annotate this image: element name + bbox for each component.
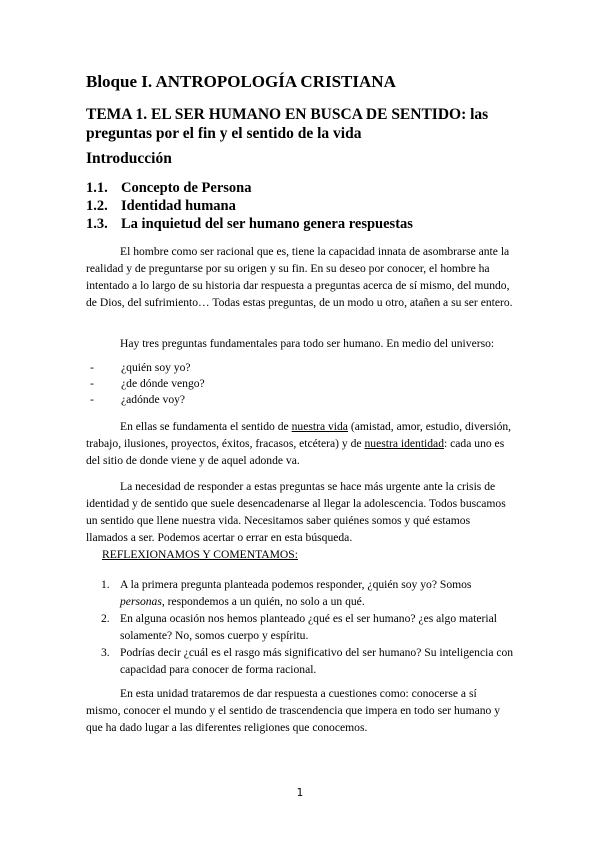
item-number: 3. — [101, 646, 110, 659]
reflect-heading: REFLEXIONAMOS Y COMENTAMOS: — [102, 548, 298, 561]
section-number: 1.1. — [86, 180, 108, 196]
section-title: La inquietud del ser humano genera respuestas — [121, 216, 413, 232]
paragraph-1 — [86, 243, 514, 311]
item-emphasis: personas — [120, 595, 162, 608]
underlined-term: nuestra vida — [291, 420, 348, 433]
question-text: ¿de dónde vengo? — [121, 377, 205, 390]
item-text: Podrías decir ¿cuál es el rasgo más significativo del ser humano? Su inteligencia con capacidad para conocer de forma racional. — [120, 646, 514, 676]
page-number: 1 — [296, 787, 304, 799]
paragraph-text: En ellas se fundamenta el sentido de — [120, 420, 292, 433]
dash-bullet: - — [90, 393, 94, 406]
paragraph-5 — [86, 685, 514, 736]
dash-bullet: - — [90, 361, 94, 374]
tema-title: TEMA 1. EL SER HUMANO EN BUSCA DE SENTIDO: las preguntas por el fin y el sentido de la vida — [86, 106, 489, 142]
paragraph-text: (amistad, amor, estudio, diversión, trabajo, ilusiones, proyectos, éxitos, fracasos, etcétera) y de — [86, 420, 512, 450]
item-text: En alguna ocasión nos hemos planteado ¿qué es el ser humano? ¿es algo material solamente? No, somos cuerpo y espíritu. — [120, 612, 497, 642]
section-heading-1-3 — [86, 216, 413, 233]
section-title: Identidad humana — [121, 198, 236, 214]
paragraph-text: El hombre como ser racional que es, tiene la capacidad innata de asombrarse ante la realidad y de preguntarse por su origen y su fin. En su deseo por conocer, el hombre ha intentado a lo largo de su historia dar respuesta a preguntas acerca de sí mismo, del mundo, de Dios, del sufrimiento… Todas estas preguntas, de un modo u otro, atañen a su ser entero. — [86, 245, 513, 309]
dash-bullet: - — [90, 377, 94, 390]
item-number: 2. — [101, 612, 110, 625]
question-item — [90, 360, 191, 376]
section-number: 1.3. — [86, 216, 108, 232]
section-heading-1-2 — [86, 198, 236, 215]
paragraph-3 — [86, 418, 514, 469]
paragraph-4 — [86, 478, 514, 546]
section-number: 1.2. — [86, 198, 108, 214]
paragraph-text: : cada uno es del sitio de donde viene y de aquel adonde va. — [86, 437, 505, 467]
section-title: Concepto de Persona — [121, 180, 252, 196]
paragraph-2 — [86, 335, 514, 352]
item-number: 1. — [101, 578, 110, 591]
paragraph-text: Hay tres preguntas fundamentales para todo ser humano. En medio del universo: — [120, 337, 495, 350]
section-heading-1-1 — [86, 180, 252, 197]
question-item — [90, 376, 205, 392]
reflect-item-2 — [101, 610, 514, 644]
question-text: ¿quién soy yo? — [121, 361, 191, 374]
item-text: , respondemos a un quién, no solo a un qué. — [161, 595, 365, 608]
underlined-term: nuestra identidad — [364, 437, 445, 450]
reflect-item-1 — [101, 576, 514, 610]
paragraph-text: En esta unidad trataremos de dar respuesta a cuestiones como: conocerse a sí mismo, conocer el mundo y el sentido de trascendencia que impera en todo ser humano y que ha dado lugar a las diferentes religiones que conocemos. — [86, 687, 501, 734]
question-text: ¿adónde voy? — [121, 393, 186, 406]
reflect-item-3 — [101, 644, 514, 678]
item-text: A la primera pregunta planteada podemos responder, ¿quién soy yo? Somos — [120, 578, 472, 591]
block-title: Bloque I. ANTROPOLOGÍA CRISTIANA — [86, 72, 396, 91]
question-item — [90, 392, 185, 408]
paragraph-text: La necesidad de responder a estas preguntas se hace más urgente ante la crisis de identidad y de sentido que suele desencadenarse al llegar la adolescencia. Todos buscamos un sentido que llene nuestra vida. Necesitamos saber quiénes somos y qué estamos llamados a ser. Podemos acertar o errar en esta búsqueda. — [86, 480, 506, 544]
intro-heading: Introducción — [86, 150, 172, 167]
